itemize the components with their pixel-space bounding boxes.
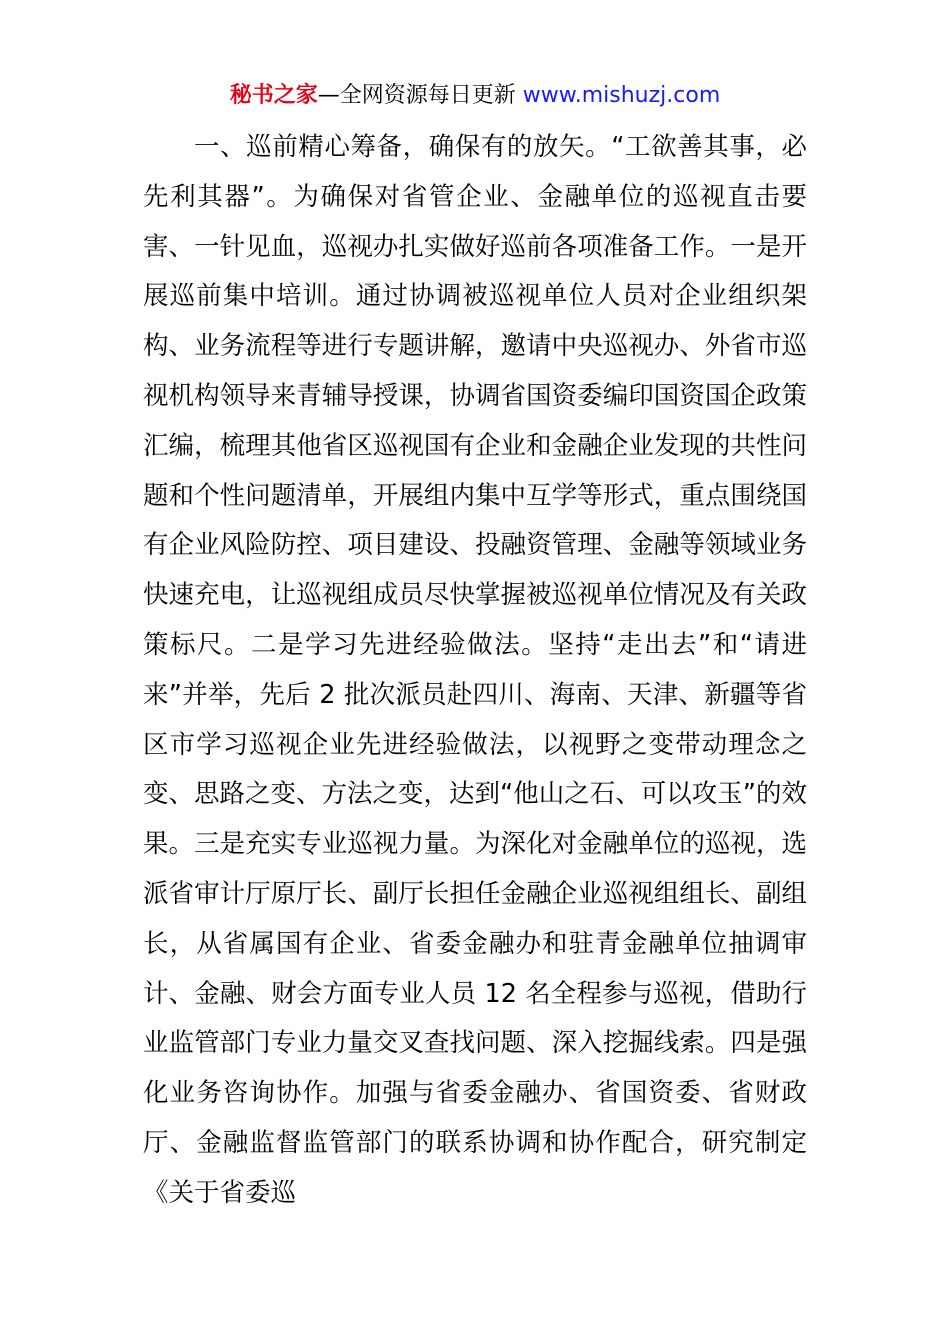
body-paragraph: 一、巡前精心筹备，确保有的放矢。“工欲善其事，必先利其器”。为确保对省管企业、金融单位的巡视直击要害、一针见血，巡视办扎实做好巡前各项准备工作。一是开展巡前集中培训。通过协调被巡视单位人员对企业组织架构、业务流程等进行专题讲解，邀请中央巡视办、外省市巡视机构领导来青辅导授课，协调省国资委编印国资国企政策汇编，梳理其他省区巡视国有企业和金融企业发现的共性问题和个性问题清单，开展组内集中互学等形式，重点围绕国有企业风险防控、项目建设、投融资管理、金融等领域业务快速充电，让巡视组成员尽快掌握被巡视单位情况及有关政策标尺。二是学习先进经验做法。坚持“走出去”和“请进来”并举，先后 2 批次派员赴四川、海南、天津、新疆等省区市学习巡视企业先进经验做法，以视野之变带动理念之变、思路之变、方法之变，达到“他山之石、可以攻玉”的效果。三是充实专业巡视力量。为深化对金融单位的巡视，选派省审计厅原厅长、副厅长担任金融企业巡视组组长、副组长，从省属国有企业、省委金融办和驻青金融单位抽调审计、金融、财会方面专业人员 12 名全程参与巡视，借助行业监管部门专业力量交叉查找问题、深入挖掘线索。四是强化业务咨询协作。加强与省委金融办、省国资委、省财政厅、金融监督监管部门的联系协调和协作配合，研究制定《关于省委巡 xyxy=(143,132,807,1208)
brand-name: 秘书之家 xyxy=(229,83,318,108)
header-tagline: —全网资源每日更新 xyxy=(317,83,516,108)
site-link[interactable]: www.mishuzj.com xyxy=(522,83,721,108)
page-header xyxy=(0,82,950,110)
